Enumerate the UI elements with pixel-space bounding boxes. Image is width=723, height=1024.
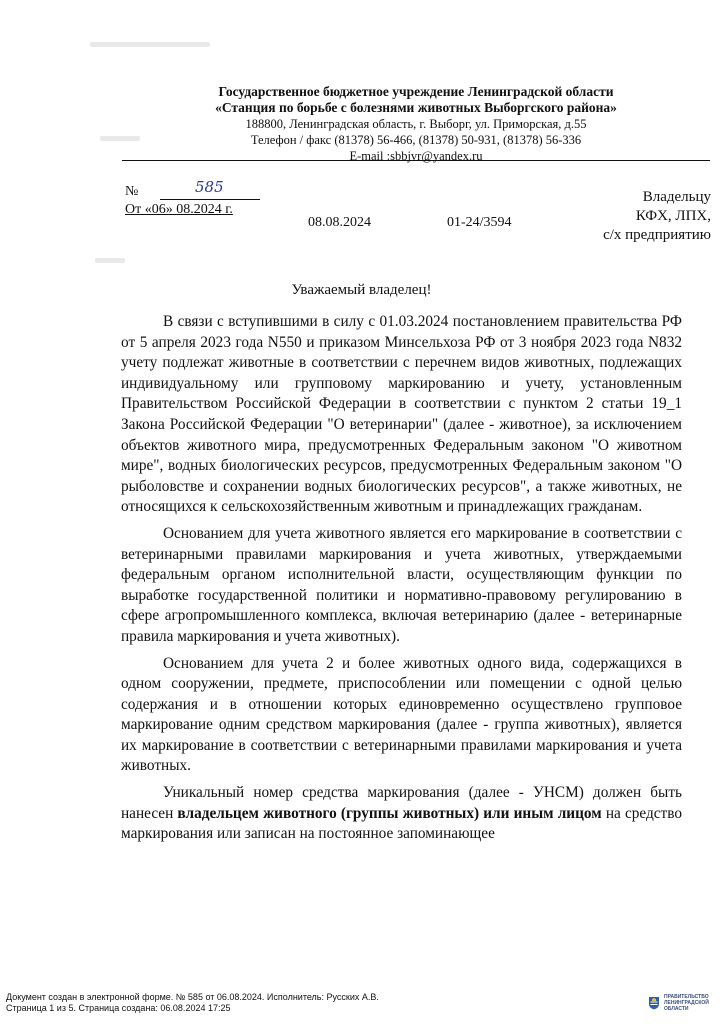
doc-number-underline — [160, 199, 260, 200]
org-email: E-mail :sbbjvr@yandex.ru — [349, 149, 483, 163]
footer-line2: Страница 1 из 5. Страница создана: 06.08.2024 17:25 — [6, 1003, 231, 1013]
gov-logo-text — [664, 994, 709, 1012]
paragraph-2: Основанием для учета животного является его маркирование в соответствии с ветеринарными правилами маркирования и учета животных, утверждаемыми федеральным органом исполнительной власти, осуществляющим функции по выработке государственной политики и нормативно-правовому регулированию в сфере агропромышленного комплекса, включая ветеринарию (далее - ветеринарные правила маркирования и учета животных). — [121, 524, 682, 645]
doc-date: От «06» 08.2024 г. — [125, 202, 233, 217]
addressee-block — [603, 188, 711, 245]
org-phone: Телефон / факс (81378) 56-466, (81378) 50-931, (81378) 56-336 — [250, 133, 582, 147]
letter-body — [121, 312, 682, 851]
footer-line1: Документ создан в электронной форме. № 585 от 06.08.2024. Исполнитель: Русских А.В. — [6, 992, 379, 1002]
paragraph-4-bold: владельцем животного (группы животных) или иным лицом — [177, 804, 602, 822]
paragraph-4 — [121, 783, 682, 845]
addressee-line3: с/х предприятию — [603, 227, 711, 243]
footer-note — [6, 992, 379, 1014]
salutation: Уважаемый владелец! — [291, 282, 432, 298]
leningrad-oblast-emblem-icon — [648, 996, 660, 1010]
bleed-through-mark — [95, 258, 125, 263]
addressee-line1: Владельцу — [642, 189, 711, 205]
doc-number-handwritten: 585 — [195, 178, 224, 196]
registration-number: 01-24/3594 — [447, 215, 512, 230]
org-name-line2: «Станция по борьбе с болезнями животных Выборгского района» — [215, 100, 617, 115]
gov-logo — [648, 994, 718, 1018]
org-address: 188800, Ленинградская область, г. Выборг, ул. Приморская, д.55 — [245, 117, 587, 131]
gov-logo-line3: ОБЛАСТИ — [664, 1006, 689, 1012]
gov-logo-line2: ЛЕНИНГРАДСКОЙ — [664, 1000, 709, 1006]
registration-date: 08.08.2024 — [308, 215, 371, 230]
paragraph-4-start: Уникальный номер средства маркирования (далее - УНСМ) должен быть нанесен — [121, 784, 682, 822]
doc-number-label: № — [125, 184, 139, 199]
gov-logo-line1: ПРАВИТЕЛЬСТВО — [664, 994, 709, 1000]
paragraph-3: Основанием для учета 2 и более животных одного вида, содержащихся в одном сооружении, предмете, приспособлении или помещении с одной целью содержания и в отношении которых единовременно осуществлено групповое маркирование одним средством маркирования (далее - группа животных), является их маркирование в соответствии с ветеринарными правилами маркирования и учета животных. — [121, 654, 682, 775]
bleed-through-mark — [90, 42, 210, 47]
paragraph-4-end: на средство маркирования или записан на постоянное запоминающее — [121, 804, 682, 843]
addressee-line2: КФХ, ЛПХ, — [635, 208, 711, 224]
org-name-line1: Государственное бюджетное учреждение Ленинградской области — [218, 84, 614, 99]
letterhead — [120, 84, 712, 164]
paragraph-1: В связи с вступившими в силу с 01.03.2024 постановлением правительства РФ от 5 апреля 2023 года N550 и приказом Минсельхоза РФ от 3 ноября 2023 года N832 учету подлежат животные в соответствии с перечнем видов животных, подлежащих индивидуальному или групповому маркированию и учету, установленным Правительством Российской Федерации в соответствии с пунктом 2 статьи 19_1 Закона Российской Федерации "О ветеринарии" (далее - животное), за исключением объектов животного мира, предусмотренных Федеральным законом "О животном мире", водных биологических ресурсов, предусмотренных Федеральным законом "О рыболовстве и сохранении водных биологических ресурсов", а также животных, не относящихся к сельскохозяйственным животным и принадлежащих гражданам. — [121, 313, 682, 516]
letterhead-divider — [122, 160, 710, 161]
